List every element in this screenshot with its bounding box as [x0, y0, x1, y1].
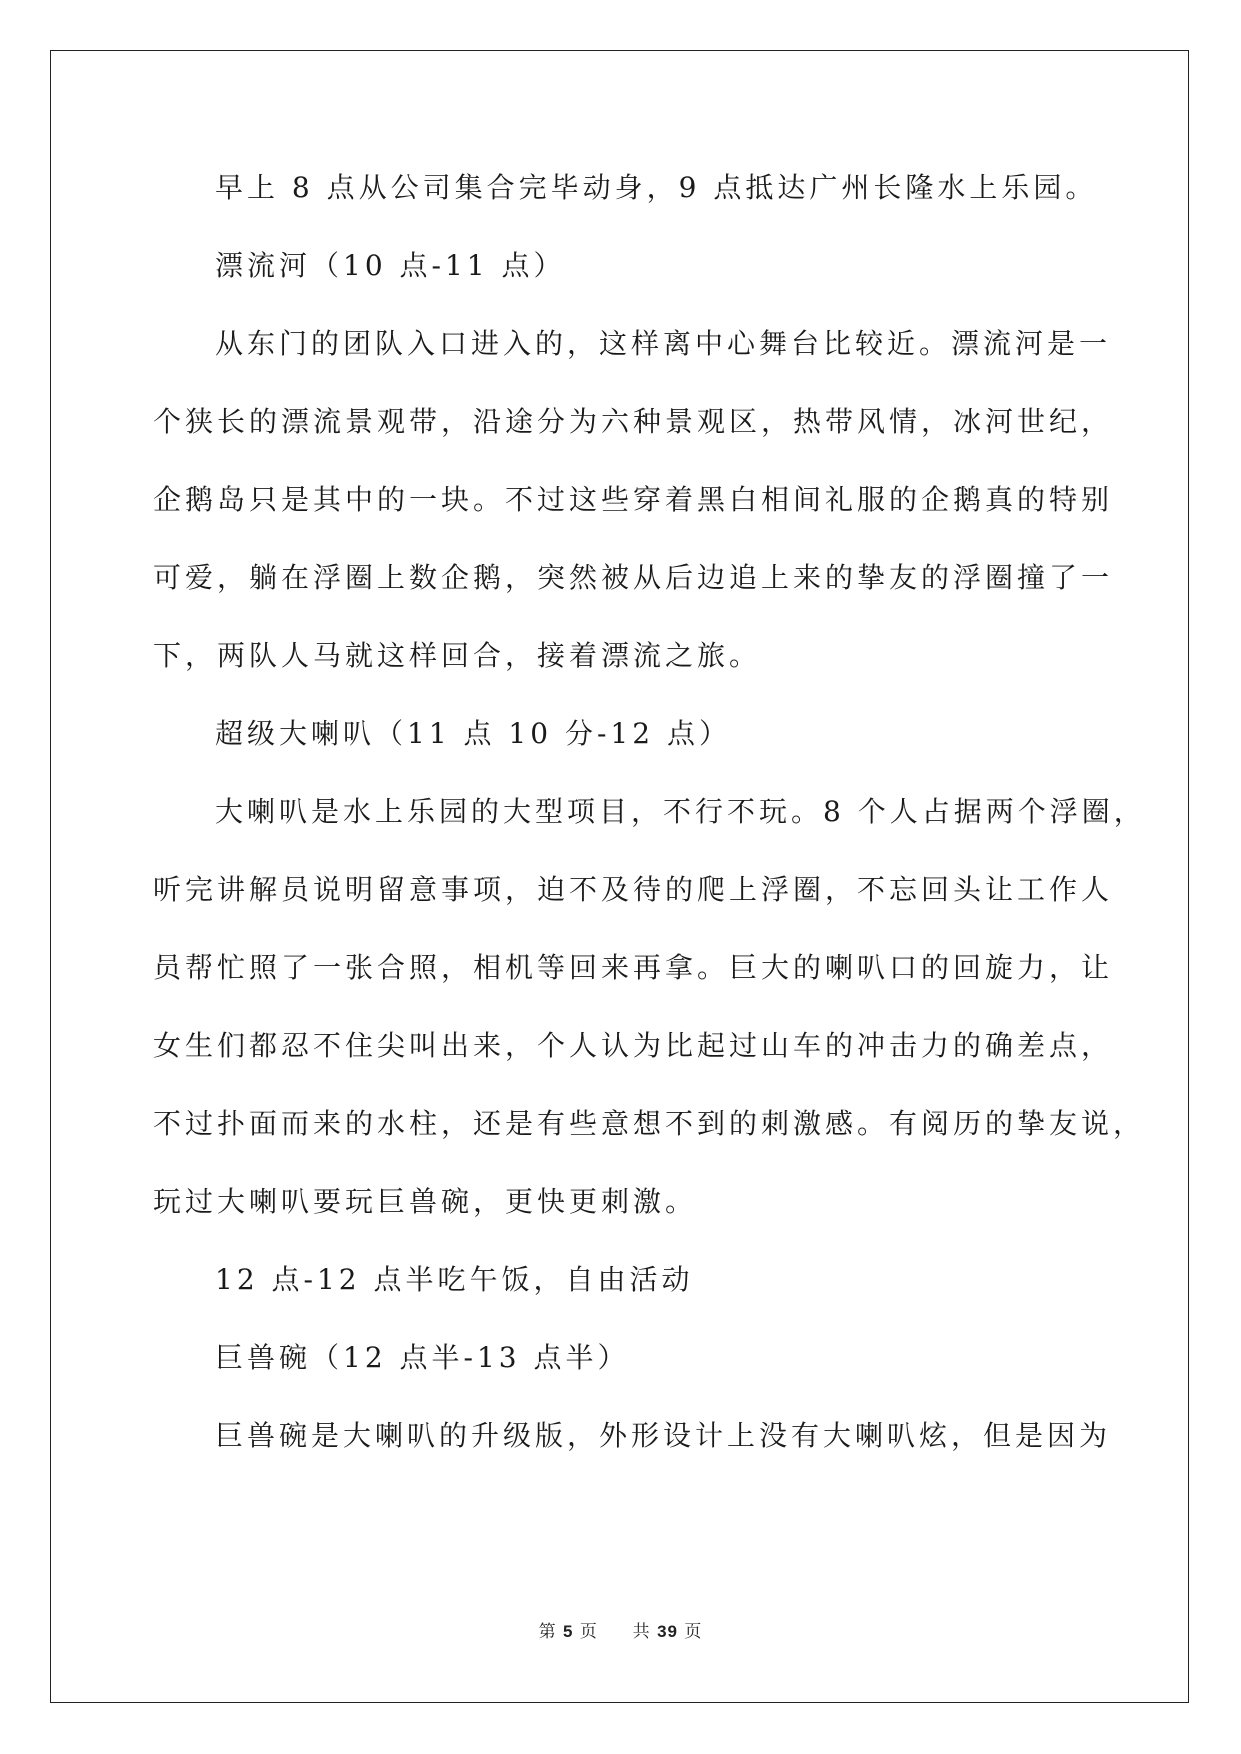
paragraph-line: 女生们都忍不住尖叫出来，个人认为比起过山车的冲击力的确差点， [153, 1029, 1114, 1062]
page-footer [0, 1617, 1241, 1642]
total-prefix: 共 [632, 1622, 651, 1642]
page-prefix: 第 [538, 1622, 557, 1642]
paragraph-line: 大喇叭是水上乐园的大型项目，不行不玩。8 个人占据两个浮圈， [215, 795, 1146, 828]
paragraph-line: 玩过大喇叭要玩巨兽碗，更快更刺激。 [153, 1185, 698, 1218]
total-pages: 39 [657, 1622, 678, 1641]
paragraph-line: 不过扑面而来的水柱，还是有些意想不到的刺激感。有阅历的挚友说， [153, 1107, 1146, 1140]
section-heading: 超级大喇叭（11 点 10 分-12 点） [215, 717, 731, 750]
page-number: 5 [562, 1622, 574, 1641]
paragraph-line: 下，两队人马就这样回合，接着漂流之旅。 [153, 639, 762, 672]
paragraph-line: 早上 8 点从公司集合完毕动身，9 点抵达广州长隆水上乐园。 [215, 171, 1098, 204]
paragraph-line: 员帮忙照了一张合照，相机等回来再拿。巨大的喇叭口的回旋力，让 [153, 951, 1114, 984]
paragraph-line: 个狭长的漂流景观带，沿途分为六种景观区，热带风情，冰河世纪， [153, 405, 1114, 438]
paragraph-line: 可爱，躺在浮圈上数企鹅，突然被从后边追上来的挚友的浮圈撞了一 [153, 561, 1114, 594]
paragraph-line: 企鹅岛只是其中的一块。不过这些穿着黑白相间礼服的企鹅真的特别 [153, 483, 1114, 516]
paragraph-line: 从东门的团队入口进入的，这样离中心舞台比较近。漂流河是一 [215, 327, 1112, 360]
document-body [153, 168, 1146, 1494]
paragraph-line: 巨兽碗是大喇叭的升级版，外形设计上没有大喇叭炫，但是因为 [215, 1419, 1112, 1452]
total-suffix: 页 [684, 1622, 703, 1642]
section-heading: 漂流河（10 点-11 点） [215, 249, 566, 282]
paragraph-line: 听完讲解员说明留意事项，迫不及待的爬上浮圈，不忘回头让工作人 [153, 873, 1114, 906]
section-heading: 巨兽碗（12 点半-13 点半） [215, 1341, 630, 1374]
section-heading: 12 点-12 点半吃午饭，自由活动 [215, 1263, 694, 1296]
page-suffix: 页 [579, 1622, 598, 1642]
